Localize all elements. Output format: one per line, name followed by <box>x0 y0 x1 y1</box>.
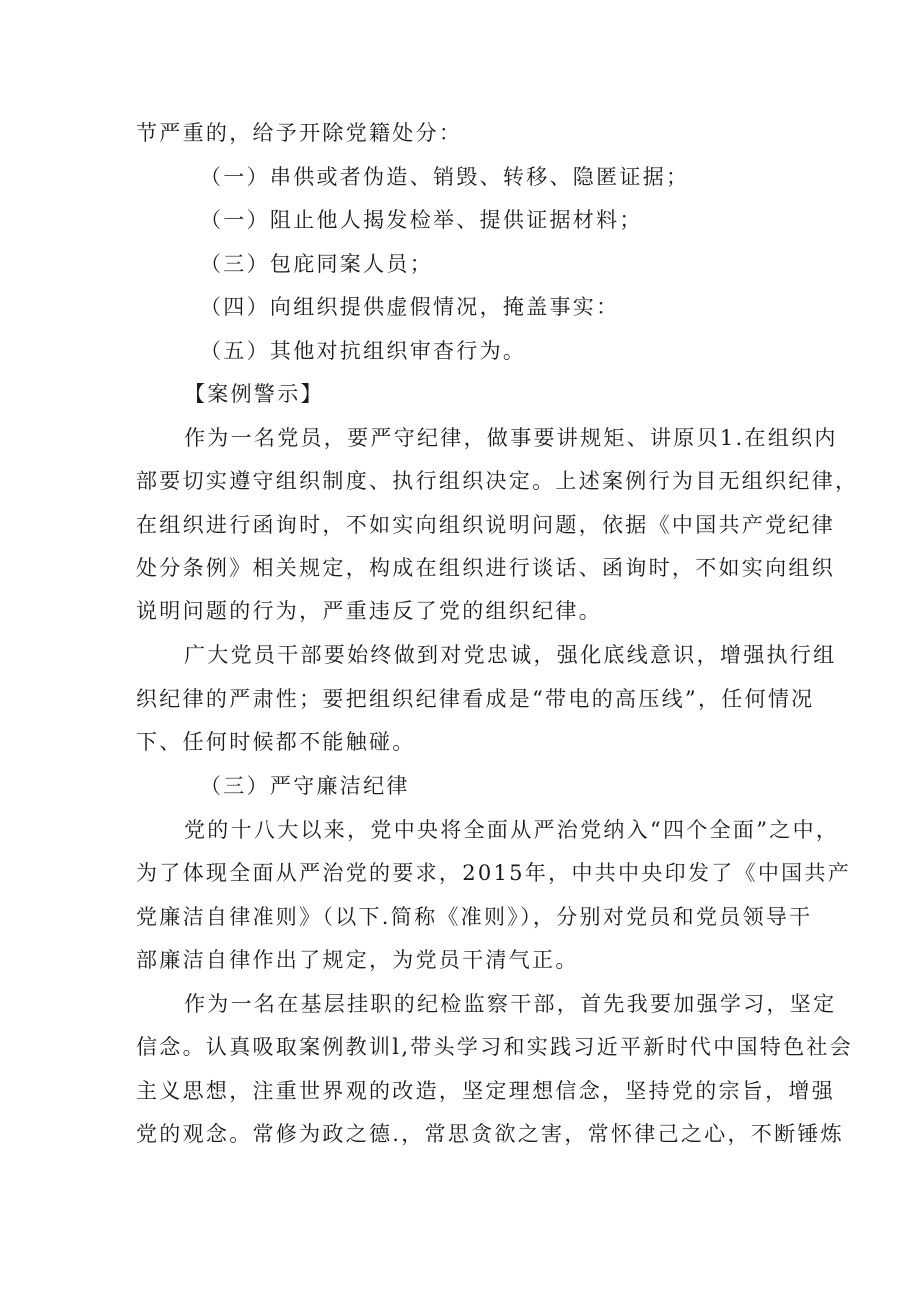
text-line: 织纪律的严肃性；要把组织纪律看成是“带电的高压线”，任何情况 <box>136 687 815 711</box>
list-item: （一）串供或者伪造、销毁、转移、隐匿证据； <box>200 165 690 189</box>
text-line: 广大党员干部要始终做到对党忠诚，强化底线意识，增强执行组 <box>184 643 837 667</box>
text-line: 主义思想，注重世界观的改造，坚定理想信念，坚持党的宗旨，增强 <box>136 1079 835 1103</box>
text-line: 信念。认真吸取案例教训l,带头学习和实践习近平新时代中国特色社会 <box>136 1035 853 1059</box>
text-line: 处分条例》相关规定，构成在组织进行谈话、函询时，不如实向组织 <box>136 556 835 580</box>
section-heading: 【案例警示】 <box>184 382 324 406</box>
text-line: 为了体现全面从严治党的要求，2015年，中共中央印发了《中国共产 <box>136 861 852 885</box>
text-line: 党的十八大以来，党中央将全面从严治党纳入“四个全面”之中， <box>184 818 840 842</box>
list-item: （三）包庇同案人员； <box>200 252 433 276</box>
list-item: （五）其他对抗组织审杳行为。 <box>200 339 527 363</box>
text-line: 说明问题的行为，严重违反了党的组织纪律。 <box>136 599 602 623</box>
text-line: 下、任何时候都不能触碰。 <box>136 730 416 754</box>
text-line: 部要切实遵守组织制度、执行组织决定。上述案例行为目无组织纪律， <box>136 469 859 493</box>
text-line: 在组织进行函询时，不如实向组织说明问题，依据《中国共产党纪律 <box>136 513 835 537</box>
text-line: 作为一名党员，要严守纪律，做事要讲规矩、讲原贝1.在组织内 <box>184 426 838 450</box>
text-line: 节严重的，给予开除党籍处分： <box>136 121 463 145</box>
text-line: 部廉洁自律作出了规定，为党员干清气正。 <box>136 948 579 972</box>
list-item: （一）阻止他人揭发检举、提供证据材料； <box>200 208 643 232</box>
list-item: （四）向组织提供虚假情况，掩盖事实： <box>200 295 620 319</box>
text-line: 党的观念。常修为政之德.，常思贪欲之害，常怀律己之心，不断锤炼 <box>136 1122 844 1146</box>
section-heading: （三）严守廉洁纪律 <box>200 774 410 798</box>
text-line: 作为一名在基层挂职的纪检监察干部，首先我要加强学习，坚定 <box>184 992 837 1016</box>
text-line: 党廉洁自律准则》（以下.简称《准则》），分别对党员和党员领导干 <box>136 905 813 929</box>
